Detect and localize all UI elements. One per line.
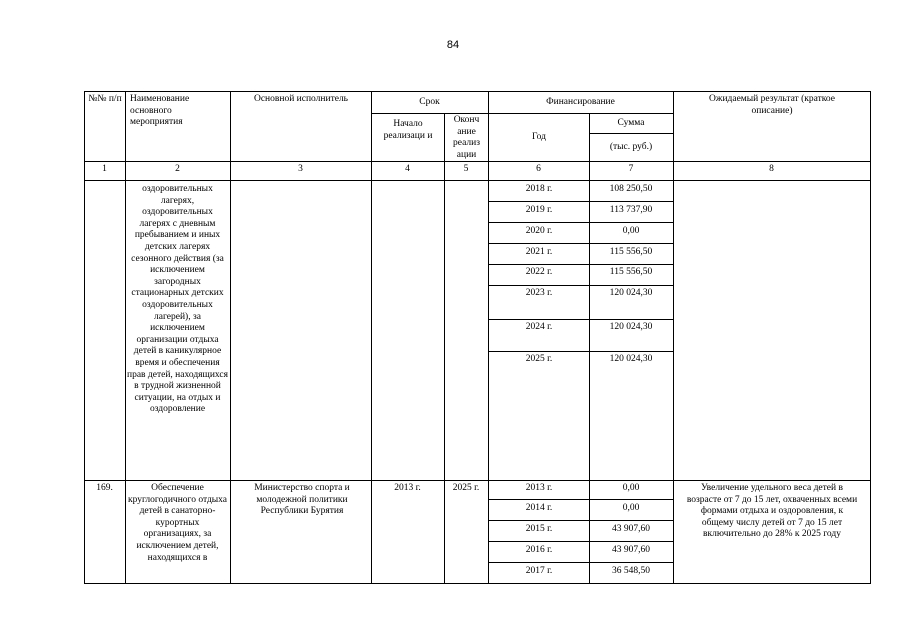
fin-sum: 120 024,30 xyxy=(609,288,653,298)
fin-sep xyxy=(488,351,673,352)
header-start: Начало реализаци и xyxy=(383,119,433,141)
fin-sum: 108 250,50 xyxy=(609,184,653,194)
fin-sum: 120 024,30 xyxy=(609,322,653,332)
fin-year: 2021 г. xyxy=(525,247,553,257)
fin-year: 2015 г. xyxy=(525,524,553,534)
table-border-bottom xyxy=(84,583,870,584)
fin-sum: 43 907,60 xyxy=(612,545,650,555)
fin-year: 2025 г. xyxy=(525,354,553,364)
fin-sum: 43 907,60 xyxy=(612,524,650,534)
fin-sum: 0,00 xyxy=(622,483,640,493)
column-number: 4 xyxy=(405,164,410,174)
table-border-top xyxy=(84,91,870,92)
header-period: Срок xyxy=(419,97,440,107)
fin-sum: 0,00 xyxy=(622,226,640,236)
header-num: №№ п/п xyxy=(88,94,122,104)
column-number: 3 xyxy=(298,164,303,174)
header-executor: Основной исполнитель xyxy=(253,94,349,104)
fin-sep xyxy=(488,520,673,521)
header-year: Год xyxy=(532,132,546,142)
fin-sum: 115 556,50 xyxy=(609,267,653,277)
fin-sum: 0,00 xyxy=(622,503,640,513)
page-number: 84 xyxy=(446,39,460,51)
fin-year: 2018 г. xyxy=(525,184,553,194)
fin-sep xyxy=(488,285,673,286)
header-sum: Сумма xyxy=(617,118,645,128)
row-169-start: 2013 г. xyxy=(394,483,421,493)
fin-year: 2017 г. xyxy=(525,566,553,576)
fin-year: 2020 г. xyxy=(525,226,553,236)
column-number: 2 xyxy=(175,164,180,174)
fin-year: 2014 г. xyxy=(525,503,553,513)
column-number: 5 xyxy=(463,164,469,174)
header-line-sum xyxy=(589,133,673,134)
fin-year: 2023 г. xyxy=(525,288,553,298)
continuation-name: оздоровительных лагерях, оздоровительных лагерях с дневным пребыванием и иных детских лагерях сезонного действия (за исключением загородных стационарных детских оздоровительных лагерей), за исключением организации отдыха детей в каникулярное время и обеспечения прав детей, находящихся в трудной жизненной ситуации, на отдых и оздоровление xyxy=(127,184,228,415)
column-number: 7 xyxy=(628,164,634,174)
fin-sep xyxy=(488,264,673,265)
fin-year: 2024 г. xyxy=(525,322,553,332)
fin-sep xyxy=(488,562,673,563)
row-169-result: Увеличение удельного веса детей в возрасте от 7 до 15 лет, охваченных всеми формами отдыха и оздоровления, к общему числу детей от 7 до 15 лет включительно до 28% к 2025 году xyxy=(686,483,858,540)
column-number: 1 xyxy=(102,164,107,174)
header-sum-unit: (тыс. руб.) xyxy=(609,142,653,152)
fin-sep xyxy=(488,222,673,223)
col-sep-4 xyxy=(444,113,445,584)
fin-sum: 113 737,90 xyxy=(609,205,653,215)
row-169-end: 2025 г. xyxy=(452,483,480,493)
header-result: Ожидаемый результат (краткое описание) xyxy=(709,94,835,116)
fin-sep xyxy=(488,499,673,500)
fin-year: 2013 г. xyxy=(525,483,553,493)
fin-year: 2019 г. xyxy=(525,205,553,215)
header-name: Наименование основного мероприятия xyxy=(130,94,190,128)
fin-sep xyxy=(488,319,673,320)
fin-sep xyxy=(488,541,673,542)
row-169-executor: Министерство спорта и молодежной политики Республики Бурятия xyxy=(254,483,350,517)
fin-sum: 115 556,50 xyxy=(609,247,653,257)
row-169-top xyxy=(84,480,870,481)
row-169-num: 169. xyxy=(96,483,113,493)
column-number: 8 xyxy=(769,164,774,174)
fin-year: 2022 г. xyxy=(525,267,553,277)
header-line-sub xyxy=(371,113,673,114)
row-169-name: Обеспечение круглогодичного отдыха детей в санаторно-курортных организациях, за исключением детей, находящихся в xyxy=(127,483,228,563)
column-number: 6 xyxy=(536,164,541,174)
header-financing: Финансирование xyxy=(546,97,615,107)
fin-sum: 36 548,50 xyxy=(612,566,650,576)
fin-sep xyxy=(488,201,673,202)
fin-sum: 120 024,30 xyxy=(609,354,653,364)
fin-sep xyxy=(488,243,673,244)
header-end: Оконч ание реализ ации xyxy=(453,115,480,160)
fin-year: 2016 г. xyxy=(525,545,553,555)
table-border-right xyxy=(870,91,871,584)
colnum-line-bottom xyxy=(84,180,870,181)
